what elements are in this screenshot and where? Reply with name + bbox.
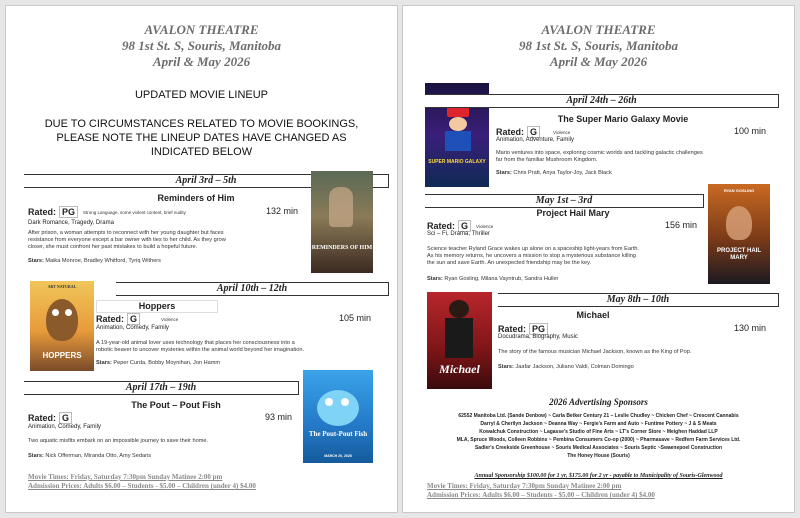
rating-note: Violence xyxy=(476,223,494,229)
description-line: As his memory returns, he uncovers a mission to stop a mysterious substance killing xyxy=(427,253,636,259)
description-line: Science teacher Ryland Grace wakes up alone on a spaceship light-years from Earth. xyxy=(427,246,640,252)
runtime: 132 min xyxy=(266,206,299,216)
schedule-period: April & May 2026 xyxy=(152,54,251,69)
genres: Animation, Adventure, Family xyxy=(496,137,575,143)
cast-names: Chris Pratt, Anya Taylor-Joy, Jack Black xyxy=(513,170,612,176)
movie-title: Hoppers xyxy=(96,300,218,313)
description xyxy=(28,230,226,251)
rating-badge: G xyxy=(127,313,140,325)
poster-release-date: MARCH 20, 2026 xyxy=(324,454,352,458)
poster-reminders-of-him xyxy=(311,171,373,273)
description-line: Two aquatic misfits embark on an impossible journey to save their home. xyxy=(28,438,209,444)
cast-names: Jaafar Jackson, Juliano Valdi, Colman Domingo xyxy=(515,364,634,370)
date-range: April 24th – 26th xyxy=(425,94,779,108)
description xyxy=(427,246,639,267)
stars-label: Stars: xyxy=(498,364,514,370)
sponsor-line: Sadler's Creekside Greenhouse ~ Souris Medical Associates ~ Souris Septic ~Swaenepoel Construction xyxy=(474,445,723,451)
rating-badge: G xyxy=(527,126,540,138)
cast-line xyxy=(427,276,558,282)
cast-names: Ryan Gosling, Milana Vayntrub, Sandra Huller xyxy=(444,276,559,282)
date-range: April 3rd – 5th xyxy=(24,174,389,188)
description-line: robotic beaver to uncover mysteries within the animal world beyond her imagination. xyxy=(96,347,305,353)
movie-title: Reminders of Him xyxy=(157,193,235,203)
description-line: A 19-year-old animal lover uses technology that places her consciousness into a xyxy=(96,340,295,346)
description-line: The story of the famous musician Michael Jackson, known as the King of Pop. xyxy=(498,349,692,355)
sponsor-line: Darryl & Cherilyn Jackson ~ Deanna Way ~ Fergie's Farm and Auto ~ Funtime Pottery ~ J & S Meats xyxy=(480,421,717,427)
poster-tagline: ART NATURAL xyxy=(47,284,77,289)
description-line: Mario ventures into space, exploring cosmic worlds and tackling galactic challenges xyxy=(496,150,703,156)
genres: Animation, Comedy, Family xyxy=(28,424,101,430)
description-line: resistance from everyone except a bar owner with ties to her child. As they grow xyxy=(28,237,226,243)
description xyxy=(96,340,304,354)
cast-line xyxy=(496,170,612,176)
genres: Sci – Fi, Drama, Thriller xyxy=(427,231,490,237)
cast-line xyxy=(28,258,161,264)
genres: Docudrama, Biography, Music xyxy=(498,334,578,340)
stars-label: Stars: xyxy=(427,276,443,282)
movie-title: The Pout – Pout Fish xyxy=(131,400,221,410)
theatre-address: 98 1st St. S, Souris, Manitoba xyxy=(519,38,678,53)
sponsors-title: 2026 Advertising Sponsors xyxy=(549,397,648,407)
date-range: April 17th – 19th xyxy=(24,381,299,395)
notice-title: UPDATED MOVIE LINEUP xyxy=(134,89,269,101)
poster-title: The Pout-Pout Fish xyxy=(308,430,368,438)
cast-names: Maika Monroe, Bradley Whitford, Tyriq Withers xyxy=(45,258,161,264)
cast-line xyxy=(498,364,634,370)
rating-note: Strong Language, some violent content, brief nudity xyxy=(83,209,186,215)
movie-title: Project Hail Mary xyxy=(536,208,610,218)
stars-label: Stars: xyxy=(28,258,44,264)
runtime: 105 min xyxy=(339,313,372,323)
rated-label: Rated: xyxy=(498,324,527,334)
cast-line xyxy=(96,360,220,366)
cast-line xyxy=(28,453,151,459)
movie-title: Michael xyxy=(576,310,610,320)
sponsor-line: 62552 Manitoba Ltd. (Sande Denbow) ~ Carla Betker Century 21 – Leslie Chudley ~ Chicken Chef ~ Crescent Cannabis xyxy=(458,413,739,419)
sponsor-line: The Honey House (Souris) xyxy=(567,453,630,459)
flyer-page-1 xyxy=(5,5,398,513)
cast-names: Peper Curda, Bobby Moynihan, Jon Hamm xyxy=(113,360,221,366)
poster-title: HOPPERS xyxy=(42,351,82,360)
movie-title: The Super Mario Galaxy Movie xyxy=(557,114,689,124)
rated-label: Rated: xyxy=(496,127,525,137)
date-range: May 1st – 3rd xyxy=(425,194,704,208)
rating-note: Violence xyxy=(553,129,571,135)
genres: Dark Romance, Tragedy, Drama xyxy=(28,220,114,226)
notice-line: INDICATED BELOW xyxy=(150,146,253,158)
notice-line: PLEASE NOTE THE LINEUP DATES HAVE CHANGED AS xyxy=(56,132,347,144)
theatre-name: AVALON THEATRE xyxy=(541,22,656,37)
poster-tagline: RYAN GOSLING xyxy=(723,188,755,193)
description-line: After prison, a woman attempts to reconnect with her young daughter but faces xyxy=(28,230,224,236)
poster-hoppers xyxy=(30,281,94,371)
theatre-name: AVALON THEATRE xyxy=(144,22,259,37)
poster-title: Michael xyxy=(439,362,480,376)
admission-prices: Admission Prices: Adults $6.00 – Students - $5.00 – Children (under 4) $4.00 xyxy=(427,491,655,499)
flyer-page-2 xyxy=(402,5,795,513)
rated-label: Rated: xyxy=(28,207,57,217)
runtime: 100 min xyxy=(734,126,767,136)
rated-label: Rated: xyxy=(28,413,57,423)
rated-label: Rated: xyxy=(427,221,456,231)
stars-label: Stars: xyxy=(496,170,512,176)
rating-badge: G xyxy=(59,412,72,424)
rating-row xyxy=(28,412,72,424)
notice-line: DUE TO CIRCUMSTANCES RELATED TO MOVIE BOOKINGS, xyxy=(44,118,359,130)
schedule-period: April & May 2026 xyxy=(549,54,648,69)
description-line: the sun and save Earth. An unexpected friendship may be the key. xyxy=(427,260,592,266)
stars-label: Stars: xyxy=(28,453,44,459)
runtime: 93 min xyxy=(265,412,293,422)
date-range: May 8th – 10th xyxy=(498,293,779,307)
description-line: closer, she must confront her past mistakes to build a hopeful future. xyxy=(28,244,198,250)
poster-project-hail-mary xyxy=(708,184,770,284)
date-range: April 10th – 12th xyxy=(116,282,389,296)
sponsor-line: MLA, Spruce Woods, Colleen Robbins ~ Pembina Consumers Co-op (2000) ~ Pharmasave ~ Redfern Farm Services Ltd. xyxy=(456,437,741,443)
rating-row xyxy=(28,206,186,218)
description xyxy=(498,349,691,356)
genres: Animation, Comedy, Family xyxy=(96,325,169,331)
theatre-address: 98 1st St. S, Souris, Manitoba xyxy=(122,38,281,53)
poster-title: SUPER MARIO GALAXY xyxy=(428,159,486,165)
runtime: 130 min xyxy=(734,323,767,333)
movie-times: Movie Times: Friday, Saturday 7:30pm Sunday Matinee 2:00 pm xyxy=(28,473,223,481)
rating-note: Violence xyxy=(161,316,179,322)
rating-row xyxy=(96,313,178,325)
admission-prices: Admission Prices: Adults $6.00 – Students - $5.00 – Children (under 4) $4.00 xyxy=(28,482,256,490)
movie-times: Movie Times: Friday, Saturday 7:30pm Sunday Matinee 2:00 pm xyxy=(427,482,622,490)
description-line: far from the familiar Mushroom Kingdom. xyxy=(496,157,598,163)
poster-michael xyxy=(427,292,492,389)
runtime: 156 min xyxy=(665,220,698,230)
annual-sponsorship: Annual Sponsorship $100.00 for 1 yr, $175.00 for 2 yr - payable to Municipality of Souris-Glenwood xyxy=(474,473,723,479)
poster-title: REMINDERS OF HIM xyxy=(311,245,373,251)
sponsor-line: Kowalchuk Construction ~ Lagasse's Studio of Fine Arts ~ LT's Corner Store ~ Meighen Haddad LLP xyxy=(479,429,718,435)
stars-label: Stars: xyxy=(96,360,112,366)
cast-names: Nick Offerman, Miranda Otto, Amy Sedaris xyxy=(45,453,152,459)
rating-badge: PG xyxy=(529,323,548,335)
poster-title: PROJECT HAIL MARY xyxy=(716,248,761,261)
rated-label: Rated: xyxy=(96,314,125,324)
rating-badge: G xyxy=(458,220,471,232)
description xyxy=(28,438,208,445)
rating-badge: PG xyxy=(59,206,78,218)
poster-pout-pout-fish xyxy=(303,370,373,463)
description xyxy=(496,150,703,164)
